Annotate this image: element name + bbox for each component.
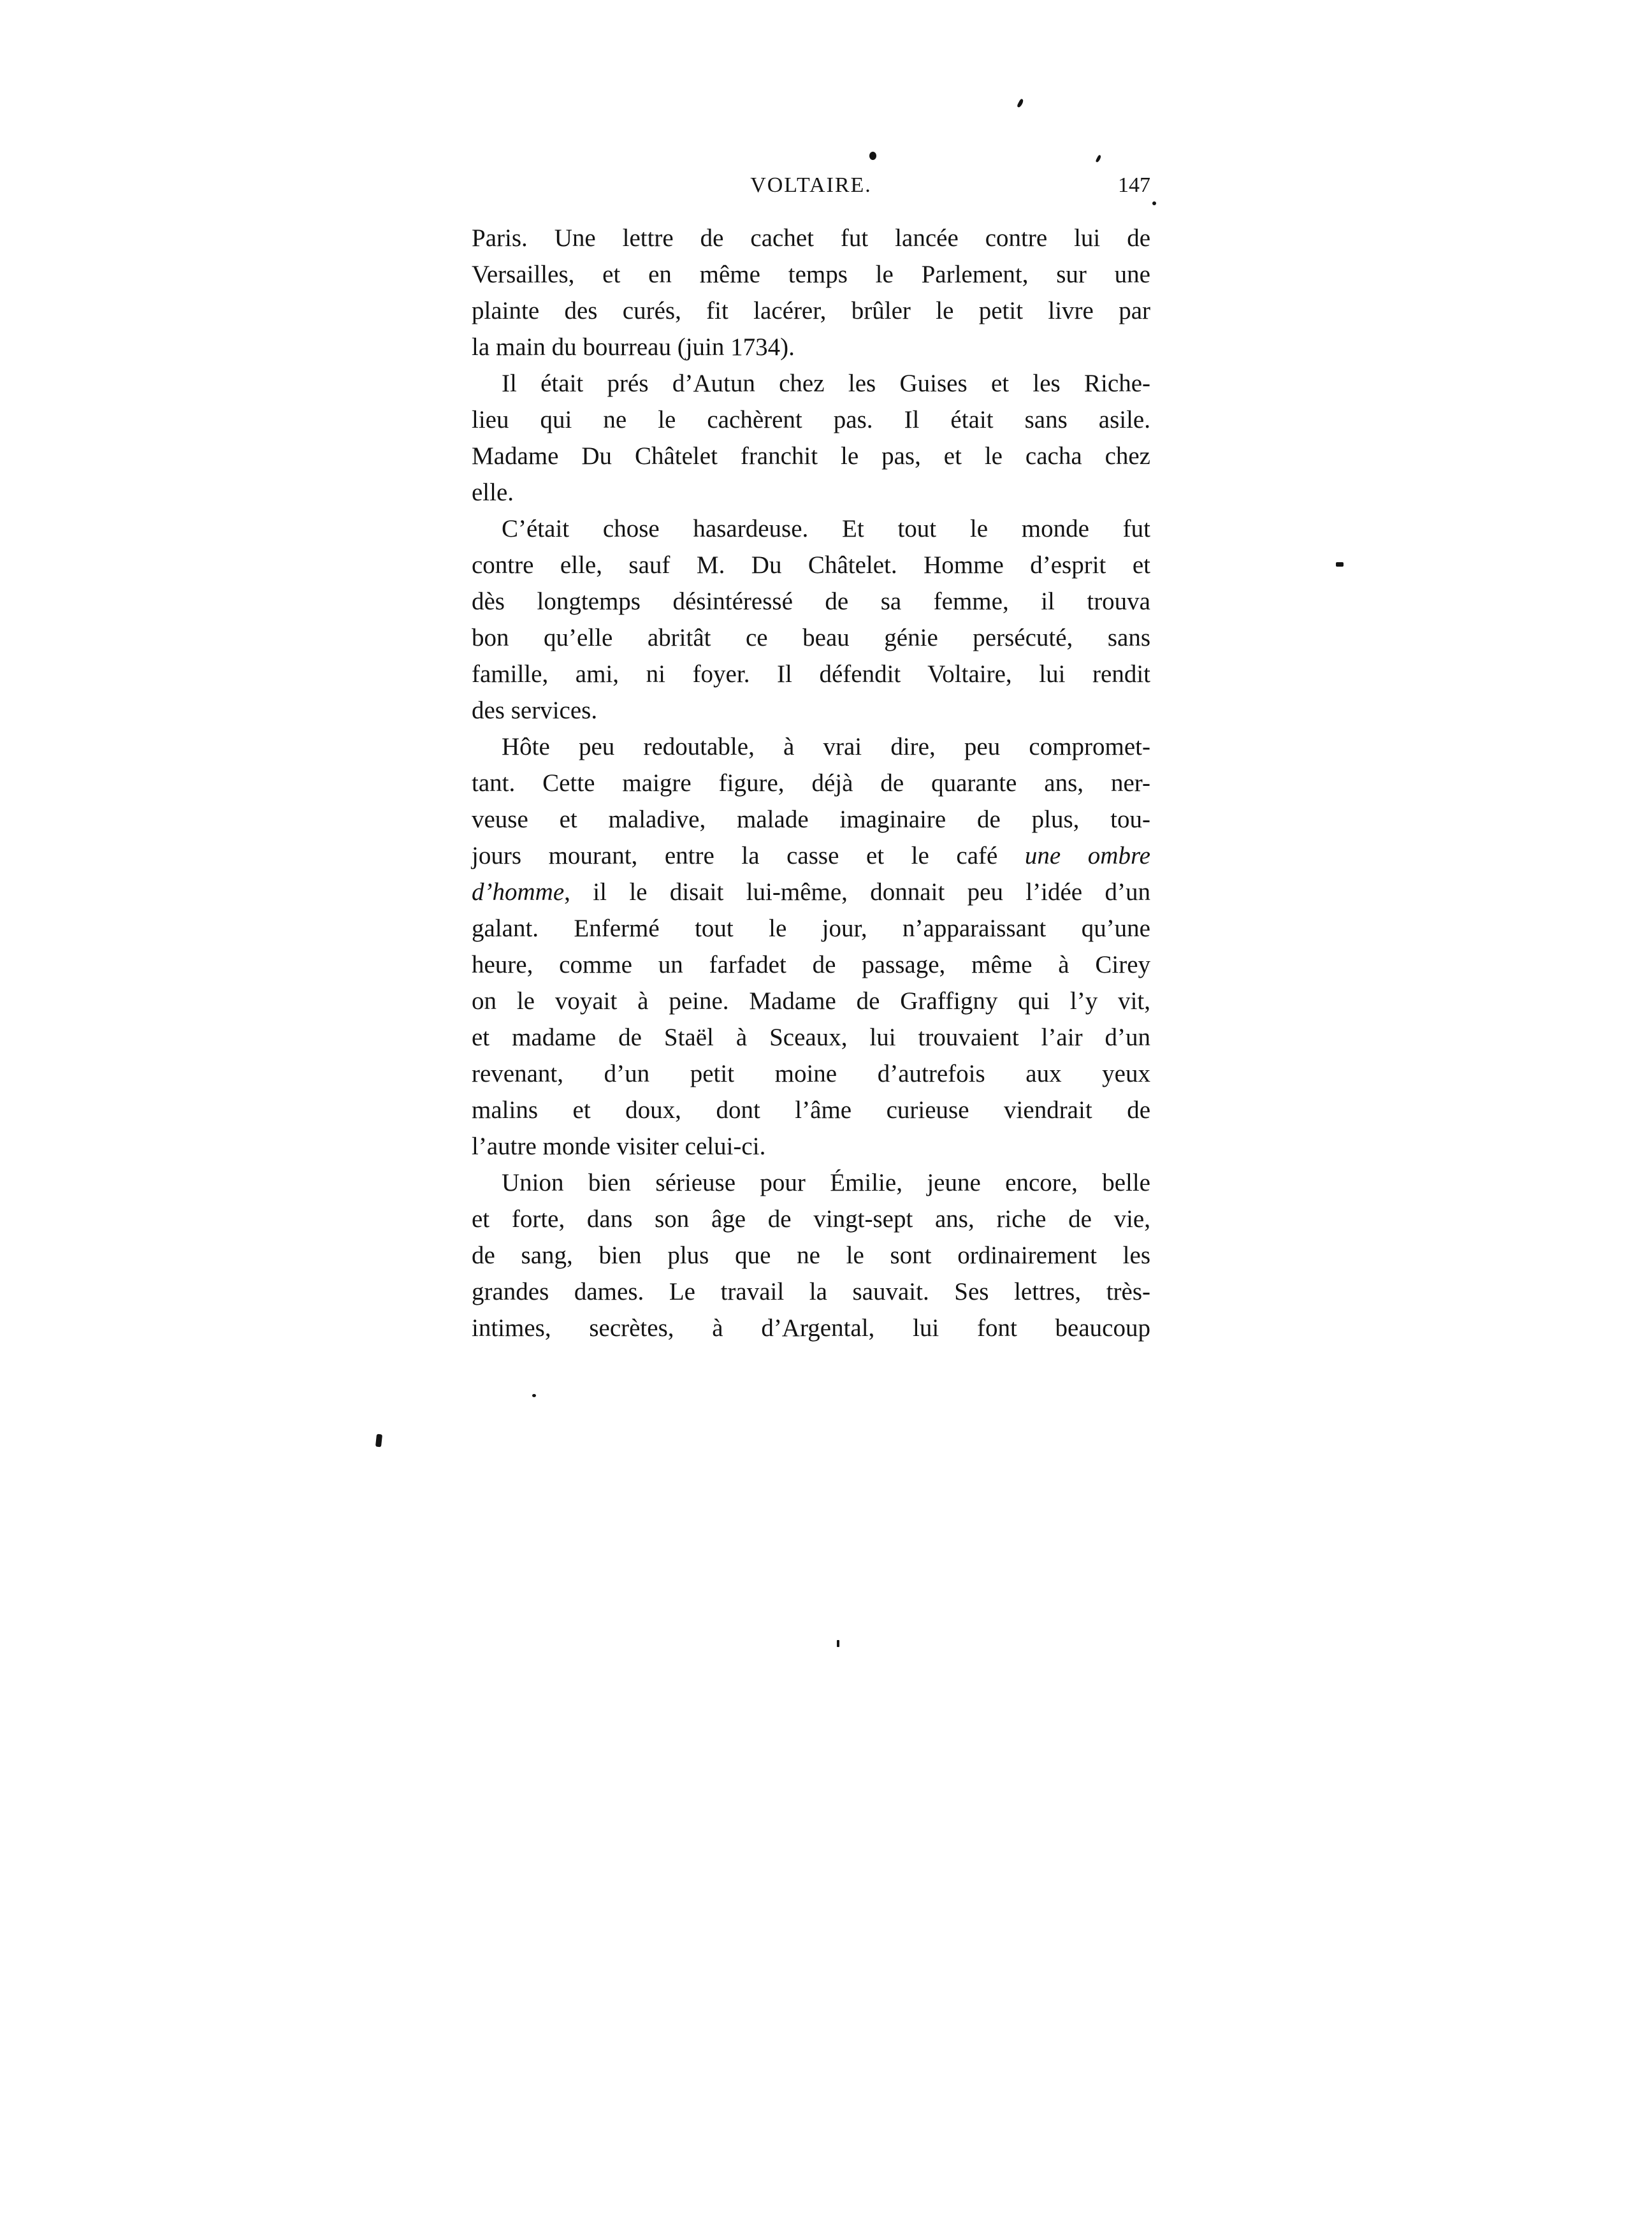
ink-speck: [1152, 201, 1156, 205]
italic-text-segment: d’homme: [472, 878, 565, 906]
text-segment: et forte, dans son âge de vingt-sept ans, riche de vie,: [472, 1205, 1150, 1233]
running-header: [472, 171, 1150, 200]
text-segment: on le voyait à peine. Madame de Graffigny qui l’y vit,: [472, 987, 1150, 1015]
text-line: [472, 729, 1150, 765]
ink-speck: [1095, 155, 1101, 163]
text-line: [472, 1201, 1150, 1237]
text-segment: lieu qui ne le cachèrent pas. Il était sans asile.: [472, 406, 1150, 433]
text-line: [472, 547, 1150, 583]
text-segment: Il était prés d’Autun chez les Guises et les Riche-: [502, 370, 1150, 397]
text-line: [472, 365, 1150, 402]
text-segment: Versailles, et en même temps le Parlement, sur une: [472, 261, 1150, 288]
text-line: [472, 474, 1150, 511]
text-segment: Union bien sérieuse pour Émilie, jeune encore, belle: [502, 1169, 1150, 1196]
text-segment: , il le disait lui-même, donnait peu l’idée d’un: [564, 878, 1150, 906]
text-segment: veuse et maladive, malade imaginaire de plus, tou-: [472, 806, 1150, 833]
text-line: [472, 1237, 1150, 1274]
text-line: [472, 874, 1150, 910]
text-line: [472, 838, 1150, 874]
ink-speck: [375, 1434, 382, 1448]
text-line: [472, 1274, 1150, 1310]
text-segment: famille, ami, ni foyer. Il défendit Voltaire, lui rendit: [472, 660, 1150, 688]
text-line: [472, 620, 1150, 656]
text-segment: intimes, secrètes, à d’Argental, lui font beaucoup: [472, 1314, 1150, 1342]
text-segment: plainte des curés, fit lacérer, brûler le petit livre par: [472, 297, 1150, 324]
text-segment: de sang, bien plus que ne le sont ordinairement les: [472, 1242, 1150, 1269]
text-line: [472, 1019, 1150, 1056]
text-segment: et madame de Staël à Sceaux, lui trouvaient l’air d’un: [472, 1024, 1150, 1051]
text-segment: Hôte peu redoutable, à vrai dire, peu compromet-: [502, 733, 1150, 760]
body-text-block: [472, 220, 1150, 1346]
ink-speck: [1017, 98, 1024, 108]
text-segment: jours mourant, entre la casse et le café: [472, 842, 1025, 869]
text-segment: galant. Enfermé tout le jour, n’apparaissant qu’une: [472, 915, 1150, 942]
text-segment: malins et doux, dont l’âme curieuse viendrait de: [472, 1096, 1150, 1124]
text-segment: dès longtemps désintéressé de sa femme, il trouva: [472, 588, 1150, 615]
text-line: [472, 692, 1150, 729]
text-line: [472, 765, 1150, 801]
paragraph: [472, 1165, 1150, 1346]
text-line: [472, 438, 1150, 474]
text-segment: Madame Du Châtelet franchit le pas, et le cacha chez: [472, 442, 1150, 470]
text-segment: l’autre monde visiter celui-ci.: [472, 1133, 766, 1160]
text-line: [472, 1165, 1150, 1201]
text-line: [472, 329, 1150, 365]
text-segment: grandes dames. Le travail la sauvait. Ses lettres, très-: [472, 1278, 1150, 1305]
text-line: [472, 1128, 1150, 1165]
paragraph: [472, 365, 1150, 511]
text-segment: C’était chose hasardeuse. Et tout le monde fut: [502, 515, 1150, 542]
ink-speck: [1336, 562, 1344, 567]
text-segment: contre elle, sauf M. Du Châtelet. Homme d’esprit et: [472, 551, 1150, 579]
text-line: [472, 402, 1150, 438]
text-line: [472, 256, 1150, 293]
paragraph: [472, 220, 1150, 365]
text-line: [472, 583, 1150, 620]
text-segment: Paris. Une lettre de cachet fut lancée contre lui de: [472, 224, 1150, 252]
text-line: [472, 1056, 1150, 1092]
text-line: [472, 1310, 1150, 1346]
running-header-title: VOLTAIRE.: [750, 173, 872, 197]
text-line: [472, 947, 1150, 983]
ink-speck: [869, 152, 876, 160]
text-segment: revenant, d’un petit moine d’autrefois aux yeux: [472, 1060, 1150, 1087]
text-line: [472, 910, 1150, 947]
text-line: [472, 801, 1150, 838]
text-line: [472, 656, 1150, 692]
text-line: [472, 293, 1150, 329]
paragraph: [472, 729, 1150, 1165]
text-segment: elle.: [472, 479, 514, 506]
ink-speck: [837, 1640, 839, 1647]
text-segment: bon qu’elle abritât ce beau génie persécuté, sans: [472, 624, 1150, 651]
text-segment: la main du bourreau (juin 1734).: [472, 333, 795, 361]
text-segment: heure, comme un farfadet de passage, même à Cirey: [472, 951, 1150, 978]
italic-text-segment: une ombre: [1024, 842, 1150, 869]
text-segment: des services.: [472, 697, 598, 724]
paragraph: [472, 511, 1150, 729]
text-line: [472, 1092, 1150, 1128]
text-line: [472, 220, 1150, 256]
page-number: 147: [1118, 173, 1150, 197]
ink-speck: [532, 1394, 536, 1397]
text-segment: tant. Cette maigre figure, déjà de quarante ans, ner-: [472, 769, 1150, 797]
text-line: [472, 983, 1150, 1019]
text-line: [472, 511, 1150, 547]
